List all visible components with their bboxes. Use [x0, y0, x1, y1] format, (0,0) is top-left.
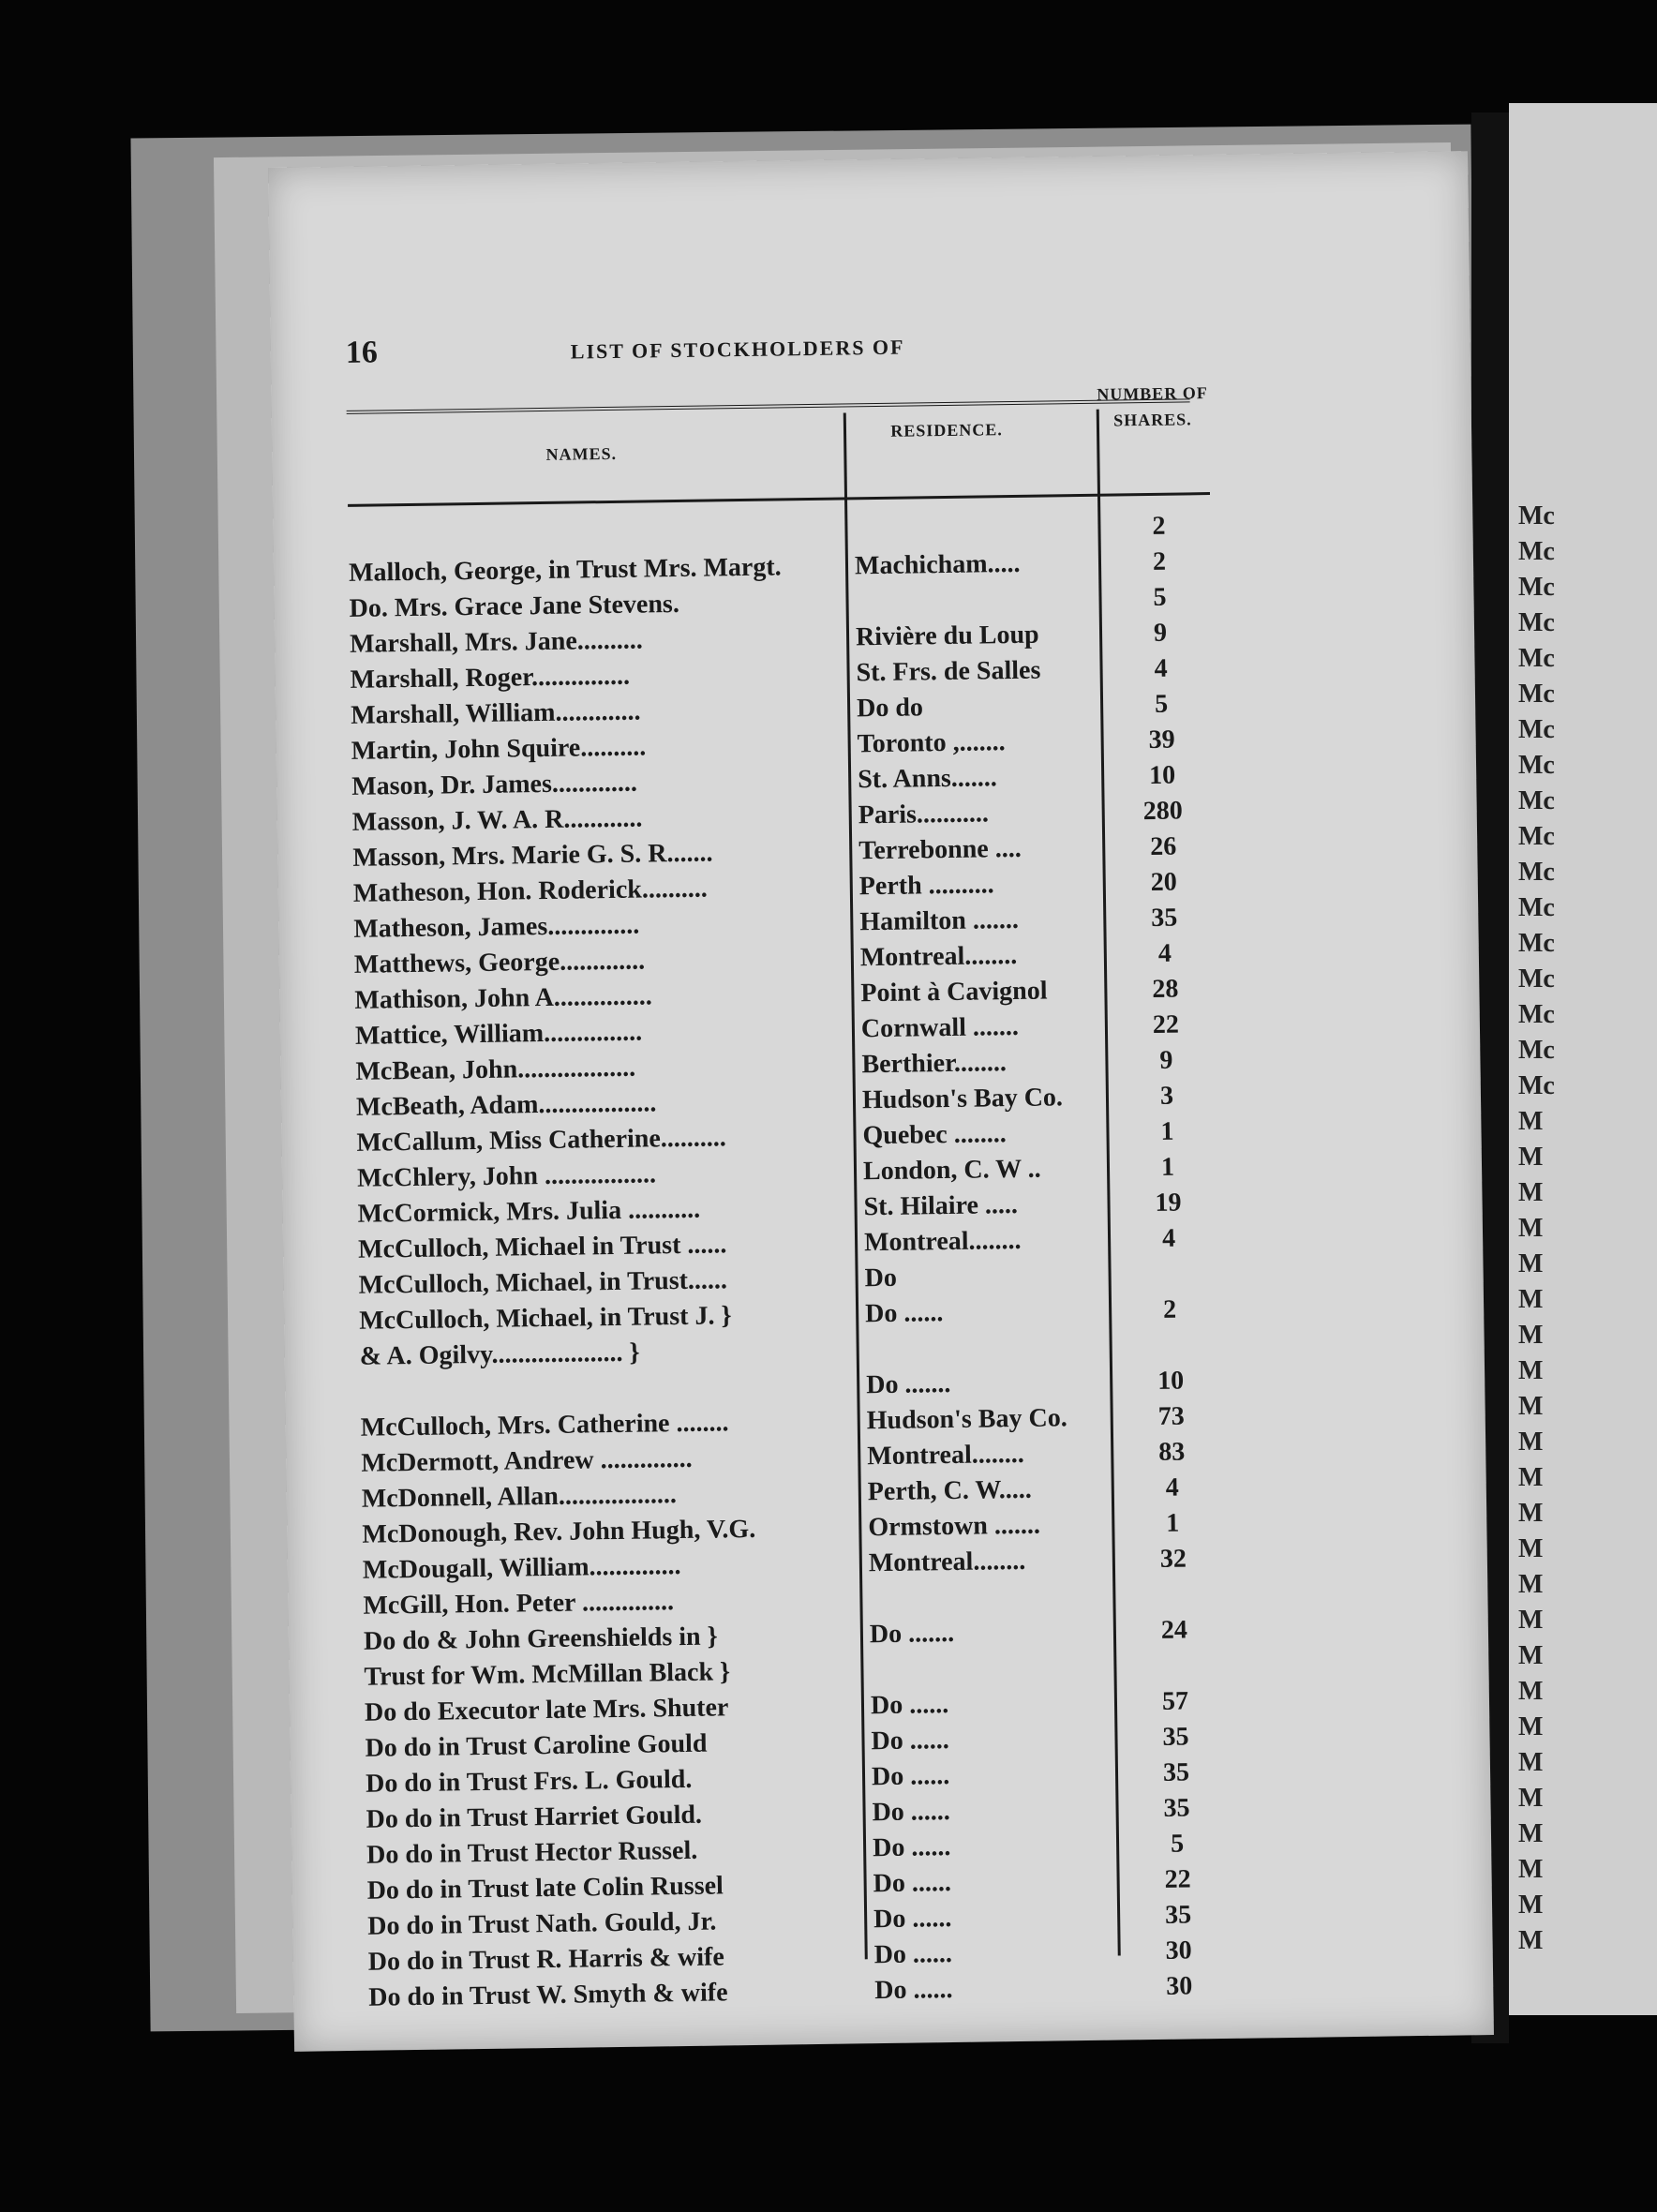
residence: Do ......	[872, 1832, 951, 1863]
stockholder-name: Marshall, William.............	[350, 696, 641, 730]
stockholder-name: Matthews, George.............	[353, 946, 646, 979]
residence: Montreal........	[868, 1546, 1026, 1578]
facing-page-fragment: M	[1518, 1178, 1544, 1207]
stockholder-name: McDougall, William..............	[362, 1551, 681, 1585]
facing-page-fragment: M	[1518, 1570, 1544, 1599]
share-count: 10	[1148, 760, 1176, 790]
facing-page-fragment: M	[1518, 1819, 1544, 1848]
stockholder-table	[348, 511, 1249, 2019]
stockholder-name: Do do in Trust late Colin Russel	[366, 1871, 724, 1906]
facing-page-fragment: Mc	[1518, 537, 1555, 566]
share-count: 5	[1154, 689, 1169, 719]
facing-page-fragment: M	[1518, 1499, 1544, 1528]
facing-page-fragment: M	[1518, 1855, 1544, 1884]
residence-column-header: RESIDENCE.	[890, 420, 1003, 441]
share-count: 20	[1150, 867, 1177, 897]
facing-page-fragment: M	[1518, 1427, 1544, 1457]
facing-page-fragment: M	[1518, 1748, 1544, 1777]
share-count: 28	[1152, 974, 1179, 1004]
stockholder-name: Matheson, James..............	[353, 910, 640, 944]
facing-page-fragment: Mc	[1518, 1036, 1555, 1065]
stockholder-name: Marshall, Roger...............	[350, 661, 631, 695]
share-count: 73	[1157, 1401, 1185, 1431]
facing-page-fragment: M	[1518, 1712, 1544, 1741]
residence: London, C. W ..	[862, 1154, 1041, 1187]
page-number: 16	[345, 335, 379, 370]
stockholder-name: Do do in Trust W. Smyth & wife	[368, 1978, 728, 2012]
facing-page-fragment: M	[1518, 1107, 1544, 1136]
share-count: 39	[1148, 725, 1175, 755]
share-count: 4	[1161, 1223, 1176, 1253]
share-count: 1	[1160, 1116, 1174, 1146]
facing-page-fragment: M	[1518, 1641, 1544, 1670]
facing-page-fragment: M	[1518, 1285, 1544, 1314]
stockholder-name: McDermott, Andrew ..............	[361, 1443, 693, 1478]
residence: Hamilton .......	[859, 904, 1020, 937]
residence: Do ......	[870, 1690, 949, 1721]
residence: Cornwall .......	[860, 1011, 1020, 1044]
share-count: 4	[1157, 938, 1172, 968]
residence: Paris...........	[858, 799, 990, 830]
residence	[854, 513, 1093, 516]
residence: Terrebonne ....	[858, 833, 1022, 866]
share-count: 1	[1160, 1152, 1175, 1182]
facing-page-fragment: Mc	[1518, 644, 1555, 673]
share-count: 35	[1162, 1757, 1190, 1787]
stockholder-name: Do do in Trust R. Harris & wife	[367, 1942, 725, 1977]
stockholder-name: McBean, John..................	[355, 1053, 636, 1086]
facing-page-fragment: Mc	[1518, 929, 1555, 958]
share-count: 30	[1165, 1971, 1193, 2001]
facing-page-fragment: Mc	[1518, 680, 1555, 709]
facing-page-fragment: Mc	[1518, 1071, 1555, 1100]
residence: Hudson's Bay Co.	[861, 1083, 1064, 1115]
stockholder-name: Do do & John Greenshields in }	[363, 1622, 718, 1656]
table-header	[346, 380, 1210, 504]
facing-page-fragment: M	[1518, 1143, 1544, 1172]
facing-page-fragment: M	[1518, 1214, 1544, 1243]
share-count: 2	[1162, 1294, 1177, 1324]
share-count: 5	[1153, 582, 1167, 612]
facing-page-fragment: Mc	[1518, 822, 1555, 851]
share-count: 9	[1159, 1045, 1173, 1075]
facing-page-fragment: Mc	[1518, 573, 1555, 602]
page-content	[345, 321, 1433, 2012]
share-count: 3	[1159, 1081, 1174, 1111]
stockholder-name: Do do in Trust Harriet Gould.	[366, 1800, 703, 1834]
residence: Do	[864, 1263, 898, 1293]
residence: Montreal........	[859, 940, 1018, 973]
residence: Perth, C. W.....	[867, 1474, 1033, 1507]
stockholder-name: McCulloch, Michael, in Trust J. }	[359, 1301, 732, 1336]
residence: Do ......	[873, 1904, 952, 1935]
stockholder-name: Malloch, George, in Trust Mrs. Margt.	[348, 552, 782, 588]
facing-page-fragment: M	[1518, 1926, 1544, 1955]
stockholder-name: Do do in Trust Frs. L. Gould.	[365, 1764, 693, 1799]
residence: Rivière du Loup	[855, 620, 1039, 652]
names-column-header: NAMES.	[545, 443, 618, 464]
facing-page-fragment: M	[1518, 1356, 1544, 1385]
stockholder-name: McDonough, Rev. John Hugh, V.G.	[362, 1514, 756, 1549]
residence: Do .......	[869, 1618, 955, 1650]
share-count: 22	[1152, 1009, 1180, 1039]
residence: Do ......	[871, 1761, 950, 1792]
facing-page-fragment: M	[1518, 1321, 1544, 1350]
stockholder-name: McGill, Hon. Peter ..............	[363, 1587, 675, 1621]
residence: Berthier........	[861, 1048, 1008, 1080]
share-count: 30	[1165, 1936, 1192, 1965]
stockholder-name	[348, 516, 835, 523]
stockholder-name: Marshall, Mrs. Jane..........	[349, 625, 643, 659]
share-count: 57	[1161, 1686, 1189, 1716]
residence: Do ......	[872, 1797, 951, 1828]
facing-page-fragment: M	[1518, 1891, 1544, 1920]
stockholder-name: McChlery, John .................	[356, 1159, 657, 1193]
stockholder-name: Martin, John Squire..........	[351, 732, 647, 766]
share-count: 32	[1159, 1544, 1187, 1574]
residence: Do ......	[864, 1298, 944, 1329]
residence: Do ......	[874, 1975, 953, 2006]
facing-page-fragment: Mc	[1518, 893, 1555, 922]
stockholder-name: McCulloch, Michael, in Trust......	[358, 1265, 728, 1300]
stockholder-name: Masson, J. W. A. R............	[351, 803, 643, 837]
stockholder-name: Mathison, John A...............	[354, 981, 653, 1015]
share-count: 2	[1152, 511, 1166, 541]
residence: Machicham.....	[854, 548, 1021, 581]
stockholder-name: Do do in Trust Hector Russel.	[366, 1835, 698, 1870]
share-count: 10	[1157, 1366, 1185, 1396]
stockholder-name: & A. Ogilvy.................... }	[359, 1338, 640, 1371]
stockholder-name: Do do in Trust Caroline Gould	[365, 1728, 708, 1763]
stockholder-name: McCulloch, Mrs. Catherine ........	[360, 1408, 729, 1442]
facing-page-fragment: M	[1518, 1463, 1544, 1492]
share-count: 4	[1154, 653, 1168, 683]
residence: Do .......	[866, 1368, 951, 1400]
stockholder-name: Do. Mrs. Grace Jane Stevens.	[349, 589, 680, 623]
share-count: 2	[1152, 546, 1167, 576]
residence: Do do	[856, 693, 924, 724]
facing-page-fragment: Mc	[1518, 751, 1555, 780]
stockholder-name: Do do in Trust Nath. Gould, Jr.	[367, 1906, 717, 1941]
share-count: 35	[1151, 903, 1178, 933]
share-count: 35	[1163, 1793, 1190, 1823]
facing-page-fragment: M	[1518, 1392, 1544, 1421]
facing-page-fragment: Mc	[1518, 715, 1555, 744]
facing-page-fragment: Mc	[1518, 1000, 1555, 1029]
stockholder-name: Mattice, William...............	[354, 1017, 643, 1051]
share-count: 5	[1170, 1829, 1185, 1859]
residence: St. Frs. de Salles	[856, 655, 1041, 688]
residence: Perth ..........	[858, 870, 994, 902]
shares-column-header: NUMBER OF SHARES.	[1097, 383, 1208, 430]
stockholder-name: McCallum, Miss Catherine..........	[356, 1123, 727, 1158]
facing-page	[1509, 103, 1657, 2015]
facing-page-fragment: M	[1518, 1784, 1544, 1813]
running-head: LIST OF STOCKHOLDERS OF	[570, 335, 905, 364]
stockholder-name: Masson, Mrs. Marie G. S. R.......	[352, 838, 713, 873]
residence: Montreal........	[863, 1225, 1022, 1258]
share-count: 9	[1153, 618, 1168, 648]
stockholder-name: Trust for Wm. McMillan Black }	[364, 1657, 731, 1692]
residence: St. Anns.......	[857, 763, 998, 795]
residence: Quebec ........	[862, 1119, 1007, 1151]
stockholder-name: McCormick, Mrs. Julia ...........	[357, 1194, 701, 1229]
residence: St. Hilaire .....	[863, 1189, 1019, 1222]
residence: Montreal........	[867, 1439, 1024, 1472]
share-count: 83	[1158, 1437, 1186, 1467]
stockholder-name: McCulloch, Michael in Trust ......	[357, 1230, 727, 1264]
residence: Toronto ,.......	[857, 727, 1006, 759]
stockholder-name: Do do Executor late Mrs. Shuter	[364, 1693, 729, 1727]
facing-page-fragment: Mc	[1518, 858, 1555, 887]
facing-page-fragment: Mc	[1518, 964, 1555, 994]
stockholder-name: McDonnell, Allan..................	[361, 1480, 678, 1514]
share-count: 280	[1142, 796, 1183, 827]
residence: Do ......	[871, 1726, 949, 1756]
document-page	[268, 151, 1494, 2052]
facing-page-fragment: M	[1518, 1534, 1544, 1563]
residence: Do ......	[873, 1868, 952, 1899]
facing-page-fragment: Mc	[1518, 501, 1555, 531]
share-count: 19	[1155, 1188, 1182, 1218]
stockholder-name: McBeath, Adam..................	[355, 1088, 657, 1122]
share-count: 1	[1166, 1508, 1180, 1538]
stockholder-name: Matheson, Hon. Roderick..........	[352, 874, 709, 908]
facing-page-fragment: M	[1518, 1249, 1544, 1278]
share-count: 22	[1164, 1864, 1191, 1894]
stockholder-name: Mason, Dr. James.............	[351, 768, 638, 801]
share-count: 4	[1165, 1472, 1180, 1502]
facing-page-fragment: Mc	[1518, 608, 1555, 637]
residence: Do ......	[873, 1939, 953, 1970]
facing-page-fragment: M	[1518, 1677, 1544, 1706]
facing-page-fragment: M	[1518, 1606, 1544, 1635]
facing-page-fragment: Mc	[1518, 786, 1555, 815]
share-count: 35	[1162, 1722, 1189, 1752]
residence: Ormstown .......	[868, 1510, 1041, 1543]
residence: Hudson's Bay Co.	[866, 1403, 1067, 1436]
share-count: 35	[1164, 1900, 1192, 1930]
share-count: 26	[1150, 831, 1177, 861]
share-count: 24	[1160, 1615, 1188, 1645]
residence: Point à Cavignol	[860, 976, 1048, 1009]
